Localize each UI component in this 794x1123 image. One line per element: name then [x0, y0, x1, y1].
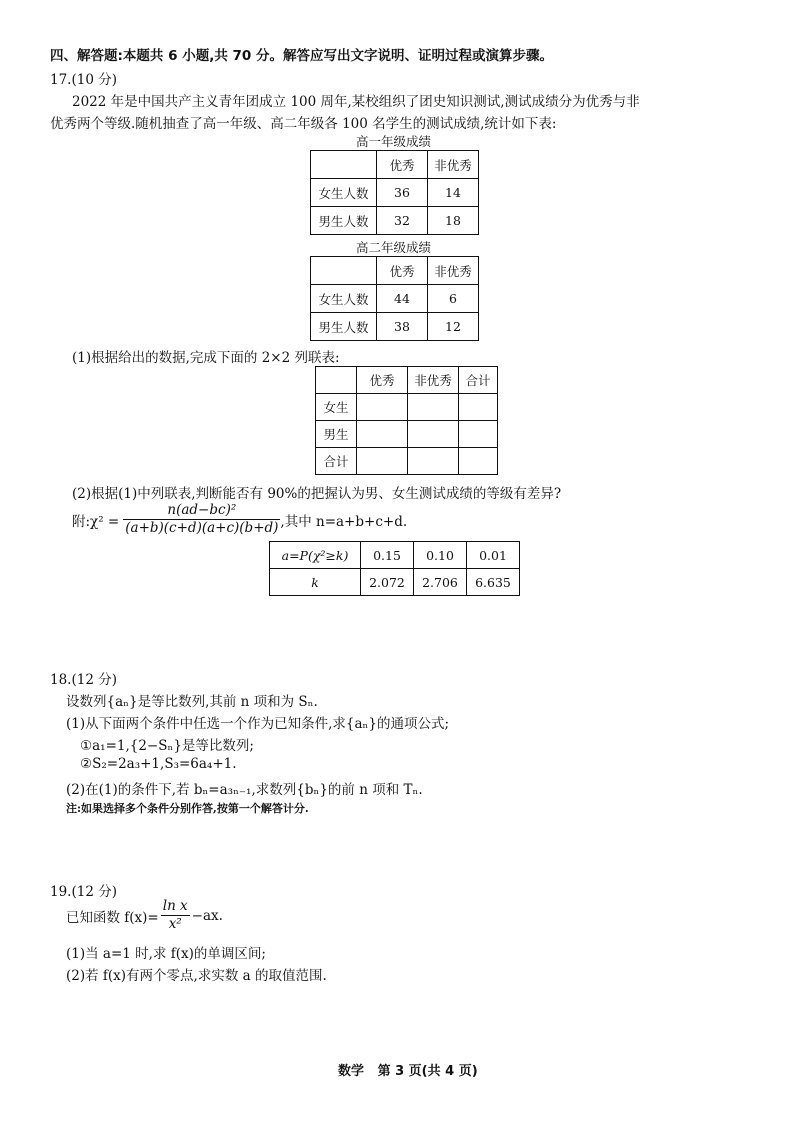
table2-caption: 高二年级成绩	[356, 240, 432, 255]
contingency-cell	[459, 448, 498, 475]
table2-row-label: 男生人数	[311, 313, 377, 341]
table2-header-corner	[311, 257, 377, 285]
table2-cell: 12	[428, 313, 479, 341]
q19-part2: (2)若 f(x)有两个零点,求实数 a 的取值范围.	[66, 968, 327, 984]
page-footer: 数学 第 3 页(共 4 页)	[338, 1064, 478, 1079]
grade11-table	[310, 256, 479, 341]
formula-prefix: 附:χ² =	[72, 513, 120, 530]
q17-part1: (1)根据给出的数据,完成下面的 2×2 列联表:	[72, 350, 340, 366]
contingency-header-corner	[316, 367, 357, 394]
contingency-table	[315, 366, 498, 475]
critical-cell: 6.635	[467, 569, 520, 596]
contingency-header-total: 合计	[459, 367, 498, 394]
table1-header-corner	[311, 151, 377, 179]
table1-header-excellent: 优秀	[377, 151, 428, 179]
q19-function	[66, 898, 223, 933]
contingency-header-excellent: 优秀	[357, 367, 408, 394]
grade10-table	[310, 150, 479, 235]
section-heading: 四、解答题:本题共 6 小题,共 70 分。解答应写出文字说明、证明过程或演算步骤。	[50, 48, 554, 64]
q18-condition2: ②S₂=2a₃+1,S₃=6a₄+1.	[80, 756, 237, 772]
contingency-row-label: 男生	[316, 421, 357, 448]
q19-fraction	[161, 898, 190, 933]
critical-cell: 0.15	[361, 542, 414, 569]
critical-cell: 2.706	[414, 569, 467, 596]
critical-cell: 0.10	[414, 542, 467, 569]
q17-number: 17.(10 分)	[50, 72, 117, 88]
critical-cell: 0.01	[467, 542, 520, 569]
contingency-row-label: 女生	[316, 394, 357, 421]
q19-func-prefix: 已知函数 f(x)=	[66, 909, 159, 926]
q18-number: 18.(12 分)	[50, 672, 117, 688]
formula-suffix: ,其中 n=a+b+c+d.	[280, 513, 408, 530]
table1-row-label: 男生人数	[311, 207, 377, 235]
table2-cell: 38	[377, 313, 428, 341]
q19-func-suffix: −ax.	[191, 907, 223, 924]
table2-header-excellent: 优秀	[377, 257, 428, 285]
q18-note: 注:如果选择多个条件分别作答,按第一个解答计分.	[66, 802, 309, 815]
formula-fraction	[123, 502, 280, 537]
q18-part1: (1)从下面两个条件中任选一个作为已知条件,求{aₙ}的通项公式;	[66, 716, 450, 732]
table2-row-label: 女生人数	[311, 285, 377, 313]
table1-header-nonexcellent: 非优秀	[428, 151, 479, 179]
critical-row-label: k	[270, 569, 361, 596]
critical-value-table	[269, 541, 520, 596]
contingency-cell	[459, 421, 498, 448]
table1-cell: 32	[377, 207, 428, 235]
q18-condition1: ①a₁=1,{2−Sₙ}是等比数列;	[80, 738, 254, 754]
contingency-cell	[408, 448, 459, 475]
critical-cell: 2.072	[361, 569, 414, 596]
q17-intro-line1: 2022 年是中国共产主义青年团成立 100 周年,某校组织了团史知识测试,测试成绩分为优秀与非	[72, 94, 640, 110]
table1-cell: 14	[428, 179, 479, 207]
q19-func-denominator: x²	[168, 916, 182, 932]
formula-denominator: (a+b)(c+d)(a+c)(b+d)	[125, 520, 279, 536]
critical-row-label: a=P(χ²≥k)	[270, 542, 361, 569]
chi-square-formula	[72, 502, 407, 537]
q18-intro: 设数列{aₙ}是等比数列,其前 n 项和为 Sₙ.	[66, 694, 318, 710]
contingency-row-label: 合计	[316, 448, 357, 475]
contingency-cell	[408, 421, 459, 448]
table1-cell: 36	[377, 179, 428, 207]
q19-func-numerator: ln x	[162, 898, 188, 914]
contingency-cell	[357, 448, 408, 475]
contingency-cell	[459, 394, 498, 421]
q17-intro-line2: 优秀两个等级.随机抽查了高一年级、高二年级各 100 名学生的测试成绩,统计如下表:	[50, 116, 557, 132]
q18-part2: (2)在(1)的条件下,若 bₙ=a₃ₙ₋₁,求数列{bₙ}的前 n 项和 Tₙ.	[66, 782, 423, 798]
q19-number: 19.(12 分)	[50, 884, 117, 900]
contingency-header-nonexcellent: 非优秀	[408, 367, 459, 394]
contingency-cell	[408, 394, 459, 421]
table2-cell: 6	[428, 285, 479, 313]
q17-part2: (2)根据(1)中列联表,判断能否有 90%的把握认为男、女生测试成绩的等级有差异?	[72, 486, 562, 502]
contingency-cell	[357, 394, 408, 421]
formula-numerator: n(ad−bc)²	[123, 502, 280, 520]
table2-header-nonexcellent: 非优秀	[428, 257, 479, 285]
table2-cell: 44	[377, 285, 428, 313]
table1-row-label: 女生人数	[311, 179, 377, 207]
table1-caption: 高一年级成绩	[356, 134, 432, 149]
q19-part1: (1)当 a=1 时,求 f(x)的单调区间;	[66, 946, 266, 962]
table1-cell: 18	[428, 207, 479, 235]
contingency-cell	[357, 421, 408, 448]
